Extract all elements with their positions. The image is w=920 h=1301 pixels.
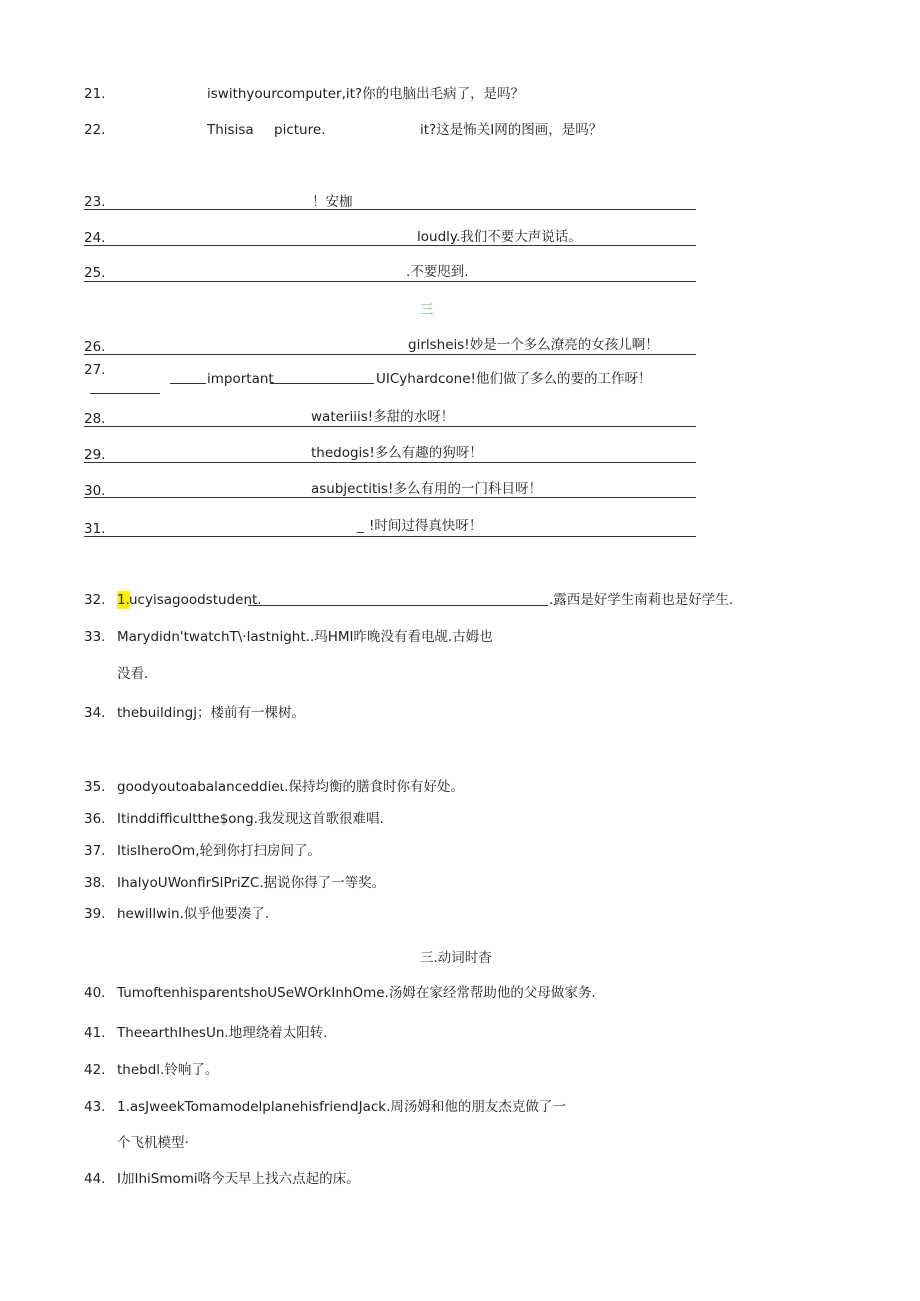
sentence-text: hewillwin.似乎他要凑了. <box>117 906 270 922</box>
item-number: 29. <box>84 447 106 463</box>
item-number: 33. <box>84 629 106 645</box>
item-number: 21. <box>84 86 106 102</box>
item-number: 43. <box>84 1099 106 1115</box>
item-number: 39. <box>84 906 106 922</box>
sentence-text: goodyoutoabalanceddieι.保持均衡的膳食时你有好处。 <box>117 779 464 795</box>
sentence-text: asubjectitis!多么有用的一门科目呀！ <box>311 481 542 497</box>
sentence-text: picture. <box>274 122 326 138</box>
item-number: 41. <box>84 1025 106 1041</box>
answer-line[interactable] <box>84 426 696 427</box>
sentence-text: iswithyourcomputer,it?你的电脑出毛病了，是吗？ <box>207 86 525 102</box>
item-number: 25. <box>84 265 106 281</box>
answer-blank[interactable] <box>248 605 548 606</box>
sentence-text: I加IhiSmomi咯今天早上找六点起的床。 <box>117 1171 360 1187</box>
sentence-text: loudly.我们不要大声说话。 <box>417 229 582 245</box>
sentence-text: !时间过得真快呀！ <box>369 518 483 534</box>
sentence-text: thebdl.铃响了。 <box>117 1062 219 1078</box>
answer-blank[interactable] <box>90 393 160 394</box>
item-number: 31. <box>84 521 106 537</box>
item-number: 42. <box>84 1062 106 1078</box>
item-number: 44. <box>84 1171 106 1187</box>
answer-line[interactable] <box>84 245 696 246</box>
sentence-text: IhalyoUWonfirSlPriZC.据说你得了一等奖。 <box>117 875 386 891</box>
sentence-text: 1.asJweekTomamodelplanehisfriendJack.周汤姆和他的朋友杰克做了一 <box>117 1099 566 1115</box>
item-number: 27. <box>84 362 106 378</box>
sentence-text: .露西是好学生南莉也是好学生. <box>549 592 734 608</box>
item-number: 40. <box>84 985 106 1001</box>
section-heading: 三 <box>420 302 434 318</box>
answer-line[interactable] <box>84 536 696 537</box>
item-number: 28. <box>84 411 106 427</box>
sentence-text: Thisisa <box>207 122 254 138</box>
sentence-text: .不要咫到. <box>406 264 469 280</box>
item-number: 22. <box>84 122 106 138</box>
sentence-text: wateriiis!多甜的水呀！ <box>311 409 455 425</box>
item-number: 30. <box>84 483 106 499</box>
sentence-text: Itinddifficultthe$ong.我发现这首歌很难唱. <box>117 811 384 827</box>
answer-line[interactable] <box>84 354 696 355</box>
sentence-text: it?这是怖关I网的图画，是吗？ <box>420 122 603 138</box>
section-heading: 三.动词时杳 <box>420 950 492 966</box>
sentence-continuation: 没看. <box>117 666 149 682</box>
item-number: 36. <box>84 811 106 827</box>
sentence-text: thedogis!多么有趣的狗呀！ <box>311 445 483 461</box>
item-number: 38. <box>84 875 106 891</box>
answer-line[interactable] <box>84 497 696 498</box>
sentence-text: _ <box>357 518 364 534</box>
sentence-text: TumoftenhisparentshoUSeWOrkInhOme.汤姆在家经常帮助他的父母做家务. <box>117 985 596 1001</box>
item-number: 34. <box>84 705 106 721</box>
answer-line[interactable] <box>84 281 696 282</box>
sentence-text: thebuildingj；楼前有一棵树。 <box>117 705 305 721</box>
answer-blank[interactable] <box>170 383 206 384</box>
sentence-text: girlsheis!妙是一个多么潦亮的女孩儿啊！ <box>408 337 659 353</box>
item-number: 26. <box>84 339 106 355</box>
item-number: 24. <box>84 230 106 246</box>
answer-line[interactable] <box>84 462 696 463</box>
sentence-text: ！安枷 <box>312 194 353 210</box>
answer-blank[interactable] <box>270 383 374 384</box>
highlighted-text: 1. <box>117 592 130 608</box>
sentence-text: important <box>207 371 274 387</box>
sentence-text: Marydidn'twatchT\·lastnight..玛HMI昨晚没有看电觇.古姆也 <box>117 629 493 645</box>
sentence-text: ItisIheroOm,轮到你打扫房间了。 <box>117 843 321 859</box>
item-number: 23. <box>84 194 106 210</box>
sentence-text: UICyhardcone!他们做了多么的要的工作呀！ <box>376 371 652 387</box>
answer-line[interactable] <box>84 209 696 210</box>
sentence-text: TheearthIhesUn.地理绕着太阳转. <box>117 1025 328 1041</box>
item-number: 32. <box>84 592 106 608</box>
item-number: 35. <box>84 779 106 795</box>
sentence-continuation: 个飞机模型· <box>117 1135 189 1151</box>
sentence-text: ucyisagoodstudent. <box>129 592 262 608</box>
item-number: 37. <box>84 843 106 859</box>
